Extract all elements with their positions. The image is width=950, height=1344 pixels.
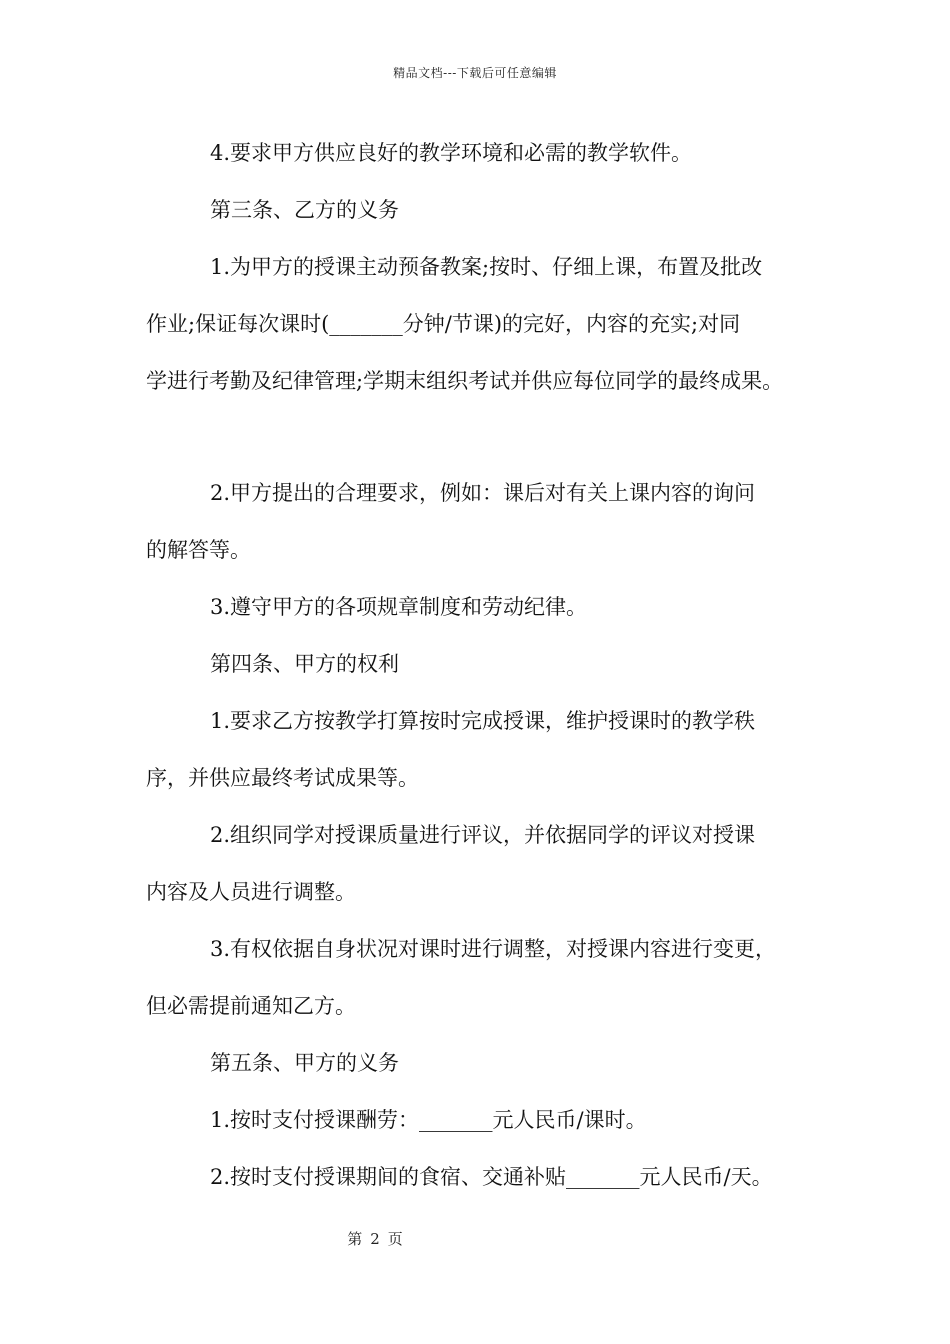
paragraph-duty-1-line-1: 1.为甲方的授课主动预备教案;按时、仔细上课，布置及批改	[210, 255, 763, 279]
section-heading-article-3: 第三条、乙方的义务	[210, 198, 399, 222]
paragraph-right-2-line-1: 2.组织同学对授课质量进行评议，并依据同学的评议对授课	[210, 823, 756, 847]
paragraph-obligation-1: 1.按时支付授课酬劳：_______元人民币/课时。	[210, 1108, 647, 1132]
paragraph-obligation-2: 2.按时支付授课期间的食宿、交通补贴_______元人民币/天。	[210, 1165, 773, 1189]
paragraph-duty-2-line-1: 2.甲方提出的合理要求，例如：课后对有关上课内容的询问	[210, 481, 756, 505]
page-footer	[0, 1228, 750, 1249]
page-header: 精品文档---下载后可任意编辑	[393, 66, 557, 80]
paragraph-right-1-line-2: 序，并供应最终考试成果等。	[146, 766, 419, 790]
section-heading-article-4: 第四条、甲方的权利	[210, 652, 399, 676]
footer-suffix: 页	[387, 1230, 403, 1248]
paragraph-duty-1-line-2: 作业;保证每次课时(_______分钟/节课)的完好，内容的充实;对同	[146, 312, 741, 336]
section-heading-article-5: 第五条、甲方的义务	[210, 1051, 399, 1075]
paragraph-duty-1-line-3: 学进行考勤及纪律管理;学期末组织考试并供应每位同学的最终成果。	[146, 369, 784, 393]
footer-prefix: 第	[347, 1230, 363, 1248]
paragraph-duty-2-line-2: 的解答等。	[146, 538, 251, 562]
paragraph-right-3-line-2: 但必需提前通知乙方。	[146, 994, 356, 1018]
paragraph-right-1-line-1: 1.要求乙方按教学打算按时完成授课，维护授课时的教学秩	[210, 709, 756, 733]
paragraph-right-2-line-2: 内容及人员进行调整。	[146, 880, 356, 904]
paragraph-right-3-line-1: 3.有权依据自身状况对课时进行调整，对授课内容进行变更，	[210, 937, 777, 961]
page-number: 2	[370, 1230, 380, 1248]
paragraph-duty-3: 3.遵守甲方的各项规章制度和劳动纪律。	[210, 595, 588, 619]
paragraph-requirement-4: 4.要求甲方供应良好的教学环境和必需的教学软件。	[210, 141, 693, 165]
